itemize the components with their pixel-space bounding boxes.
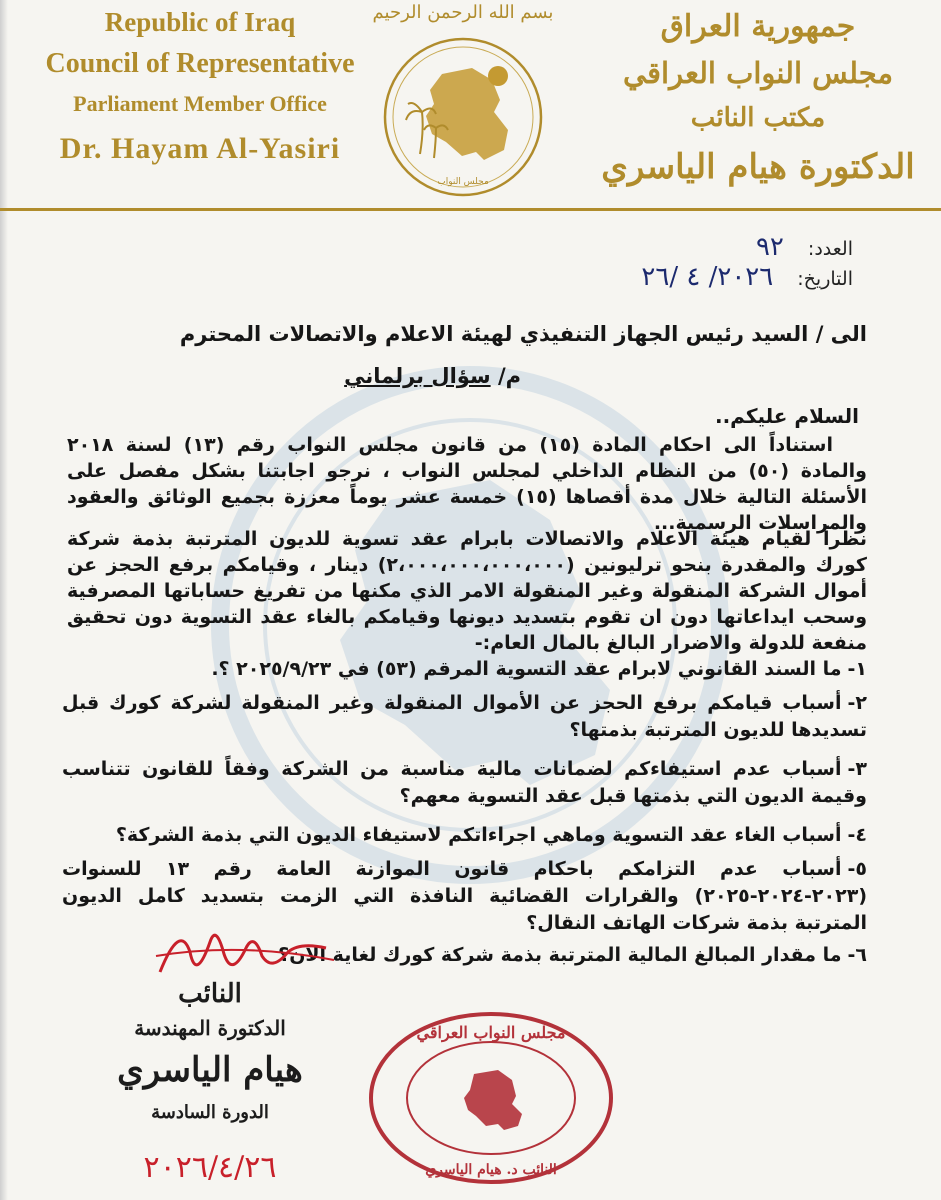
- question-item: [62, 656, 867, 683]
- reference-number-row: [756, 232, 853, 262]
- letterhead-ar-country: جمهورية العراق: [660, 9, 856, 44]
- question-number: ٦-: [847, 944, 867, 966]
- reference-date-value: ٢٠٢٦/ ٤ /٢٦: [641, 262, 774, 292]
- signature-date: ٢٠٢٦/٤/٢٦: [143, 1150, 277, 1185]
- page-edge-shadow: [0, 0, 8, 1200]
- reference-date-row: [641, 262, 853, 292]
- letterhead-en-office: Parliament Member Office: [73, 91, 327, 116]
- question-text: أسباب قيامكم برفع الحجز عن الأموال المنقولة وغير المنقولة لشركة كورك قبل تسديدها للديون المترتبة بذمتها؟: [62, 692, 867, 741]
- question-item: [62, 690, 867, 744]
- body-paragraph-background: نظراً لقيام هيئة الاعلام والاتصالات بابرام عقد تسوية للديون المترتبة بذمة شركة كورك والمقدرة بنحو ترليونين (٢،٠٠٠،٠٠٠،٠٠٠،٠٠٠) دينار ، وقيامكم برفع الحجز عن أموال الشركة المنقولة وغير المنقولة الامر الذي مكنها من تفريغ حساباتها المصرفية وسحب ايداعاتها دون ان تقوم بتسديد ديونها وقيامكم بالغاء عقد التسوية دون تحقيق منفعة للدولة والاضرار البالغ بالمال العام:-: [67, 528, 867, 654]
- letterhead-en-country: Republic of Iraq: [104, 7, 296, 37]
- question-item: [62, 822, 867, 849]
- signer-title: النائب: [178, 979, 242, 1009]
- greeting: السلام عليكم..: [714, 404, 859, 428]
- reference-number-label: العدد:: [807, 238, 853, 260]
- letterhead-center: [358, 0, 568, 200]
- basmala: بسم الله الرحمن الرحيم: [372, 2, 554, 23]
- question-number: ١-: [847, 658, 867, 680]
- question-number: ٤-: [847, 824, 867, 846]
- letterhead-arabic: [593, 4, 923, 194]
- question-text: أسباب عدم استيفاءكم لضمانات مالية مناسبة من الشركة وفقاً للقانون تتناسب وقيمة الديون التي بذمتها قبل عقد التسوية معهم؟: [62, 758, 867, 807]
- letterhead-divider: [0, 208, 941, 211]
- body-paragraph-legal-basis: استناداً الى احكام المادة (١٥) من قانون مجلس النواب رقم (١٣) لسنة ٢٠١٨ والمادة (٥٠) من النظام الداخلي لمجلس النواب ، نرجو اجابتنا بشكل مفصل على الأسئلة التالية خلال مدة أقصاها (١٥) خمسة عشر يوماً معززة بجميع الوثائق والعقود والمراسلات الرسمية...: [67, 434, 867, 534]
- subject-line: [344, 364, 521, 388]
- letterhead-en-member-name: Dr. Hayam Al-Yasiri: [59, 132, 341, 165]
- question-text: ما مقدار المبالغ المالية المترتبة بذمة شركة كورك لغاية الان؟: [278, 944, 842, 966]
- addressee: الى / السيد رئيس الجهاز التنفيذي لهيئة الاعلام والاتصالات المحترم: [179, 322, 867, 346]
- reference-number-value: ٩٢: [755, 232, 784, 262]
- reference-date-label: التاريخ:: [797, 268, 853, 290]
- signer-session: الدورة السادسة: [151, 1102, 269, 1123]
- question-text: أسباب عدم التزامكم باحكام قانون الموازنة العامة رقم ١٣ للسنوات (٢٠٢٣-٢٠٢٤-٢٠٢٥) والقرارات القضائية النافذة التي الزمت بتسديد كامل الديون المترتبة بذمة شركات الهاتف النقال؟: [62, 858, 867, 934]
- signer-block: [60, 975, 360, 1129]
- question-item: [62, 756, 867, 810]
- emblem-caption: مجلس النواب: [437, 177, 489, 187]
- letterhead-english: [30, 2, 370, 172]
- parliament-emblem-icon: [380, 34, 546, 200]
- question-number: ٣-: [847, 758, 867, 780]
- subject-prefix: م/: [497, 364, 521, 388]
- subject-text: سؤال برلماني: [344, 364, 491, 388]
- question-text: أسباب الغاء عقد التسوية وماهي اجراءاتكم لاستيفاء الديون التي بذمة الشركة؟: [115, 824, 842, 846]
- question-number: ٥-: [847, 858, 867, 880]
- letterhead-ar-council: مجلس النواب العراقي: [623, 56, 893, 90]
- question-text: ما السند القانوني لابرام عقد التسوية المرقم (٥٣) في ٢٠٢٥/٩/٢٣ ؟.: [211, 658, 842, 680]
- letterhead-ar-office: مكتب النائب: [690, 103, 826, 133]
- official-stamp-icon: [366, 1008, 616, 1188]
- question-number: ٢-: [847, 692, 867, 714]
- signer-name: هيام الياسري: [117, 1050, 303, 1090]
- stamp-bottom-text: النائب د. هيام الياسري: [425, 1162, 557, 1178]
- letterhead-en-council: Council of Representative: [45, 48, 355, 79]
- stamp-top-text: مجلس النواب العراقي: [416, 1023, 566, 1042]
- signer-prefix: الدكتورة المهندسة: [134, 1016, 286, 1040]
- letterhead-ar-member-name: الدكتورة هيام الياسري: [601, 147, 915, 187]
